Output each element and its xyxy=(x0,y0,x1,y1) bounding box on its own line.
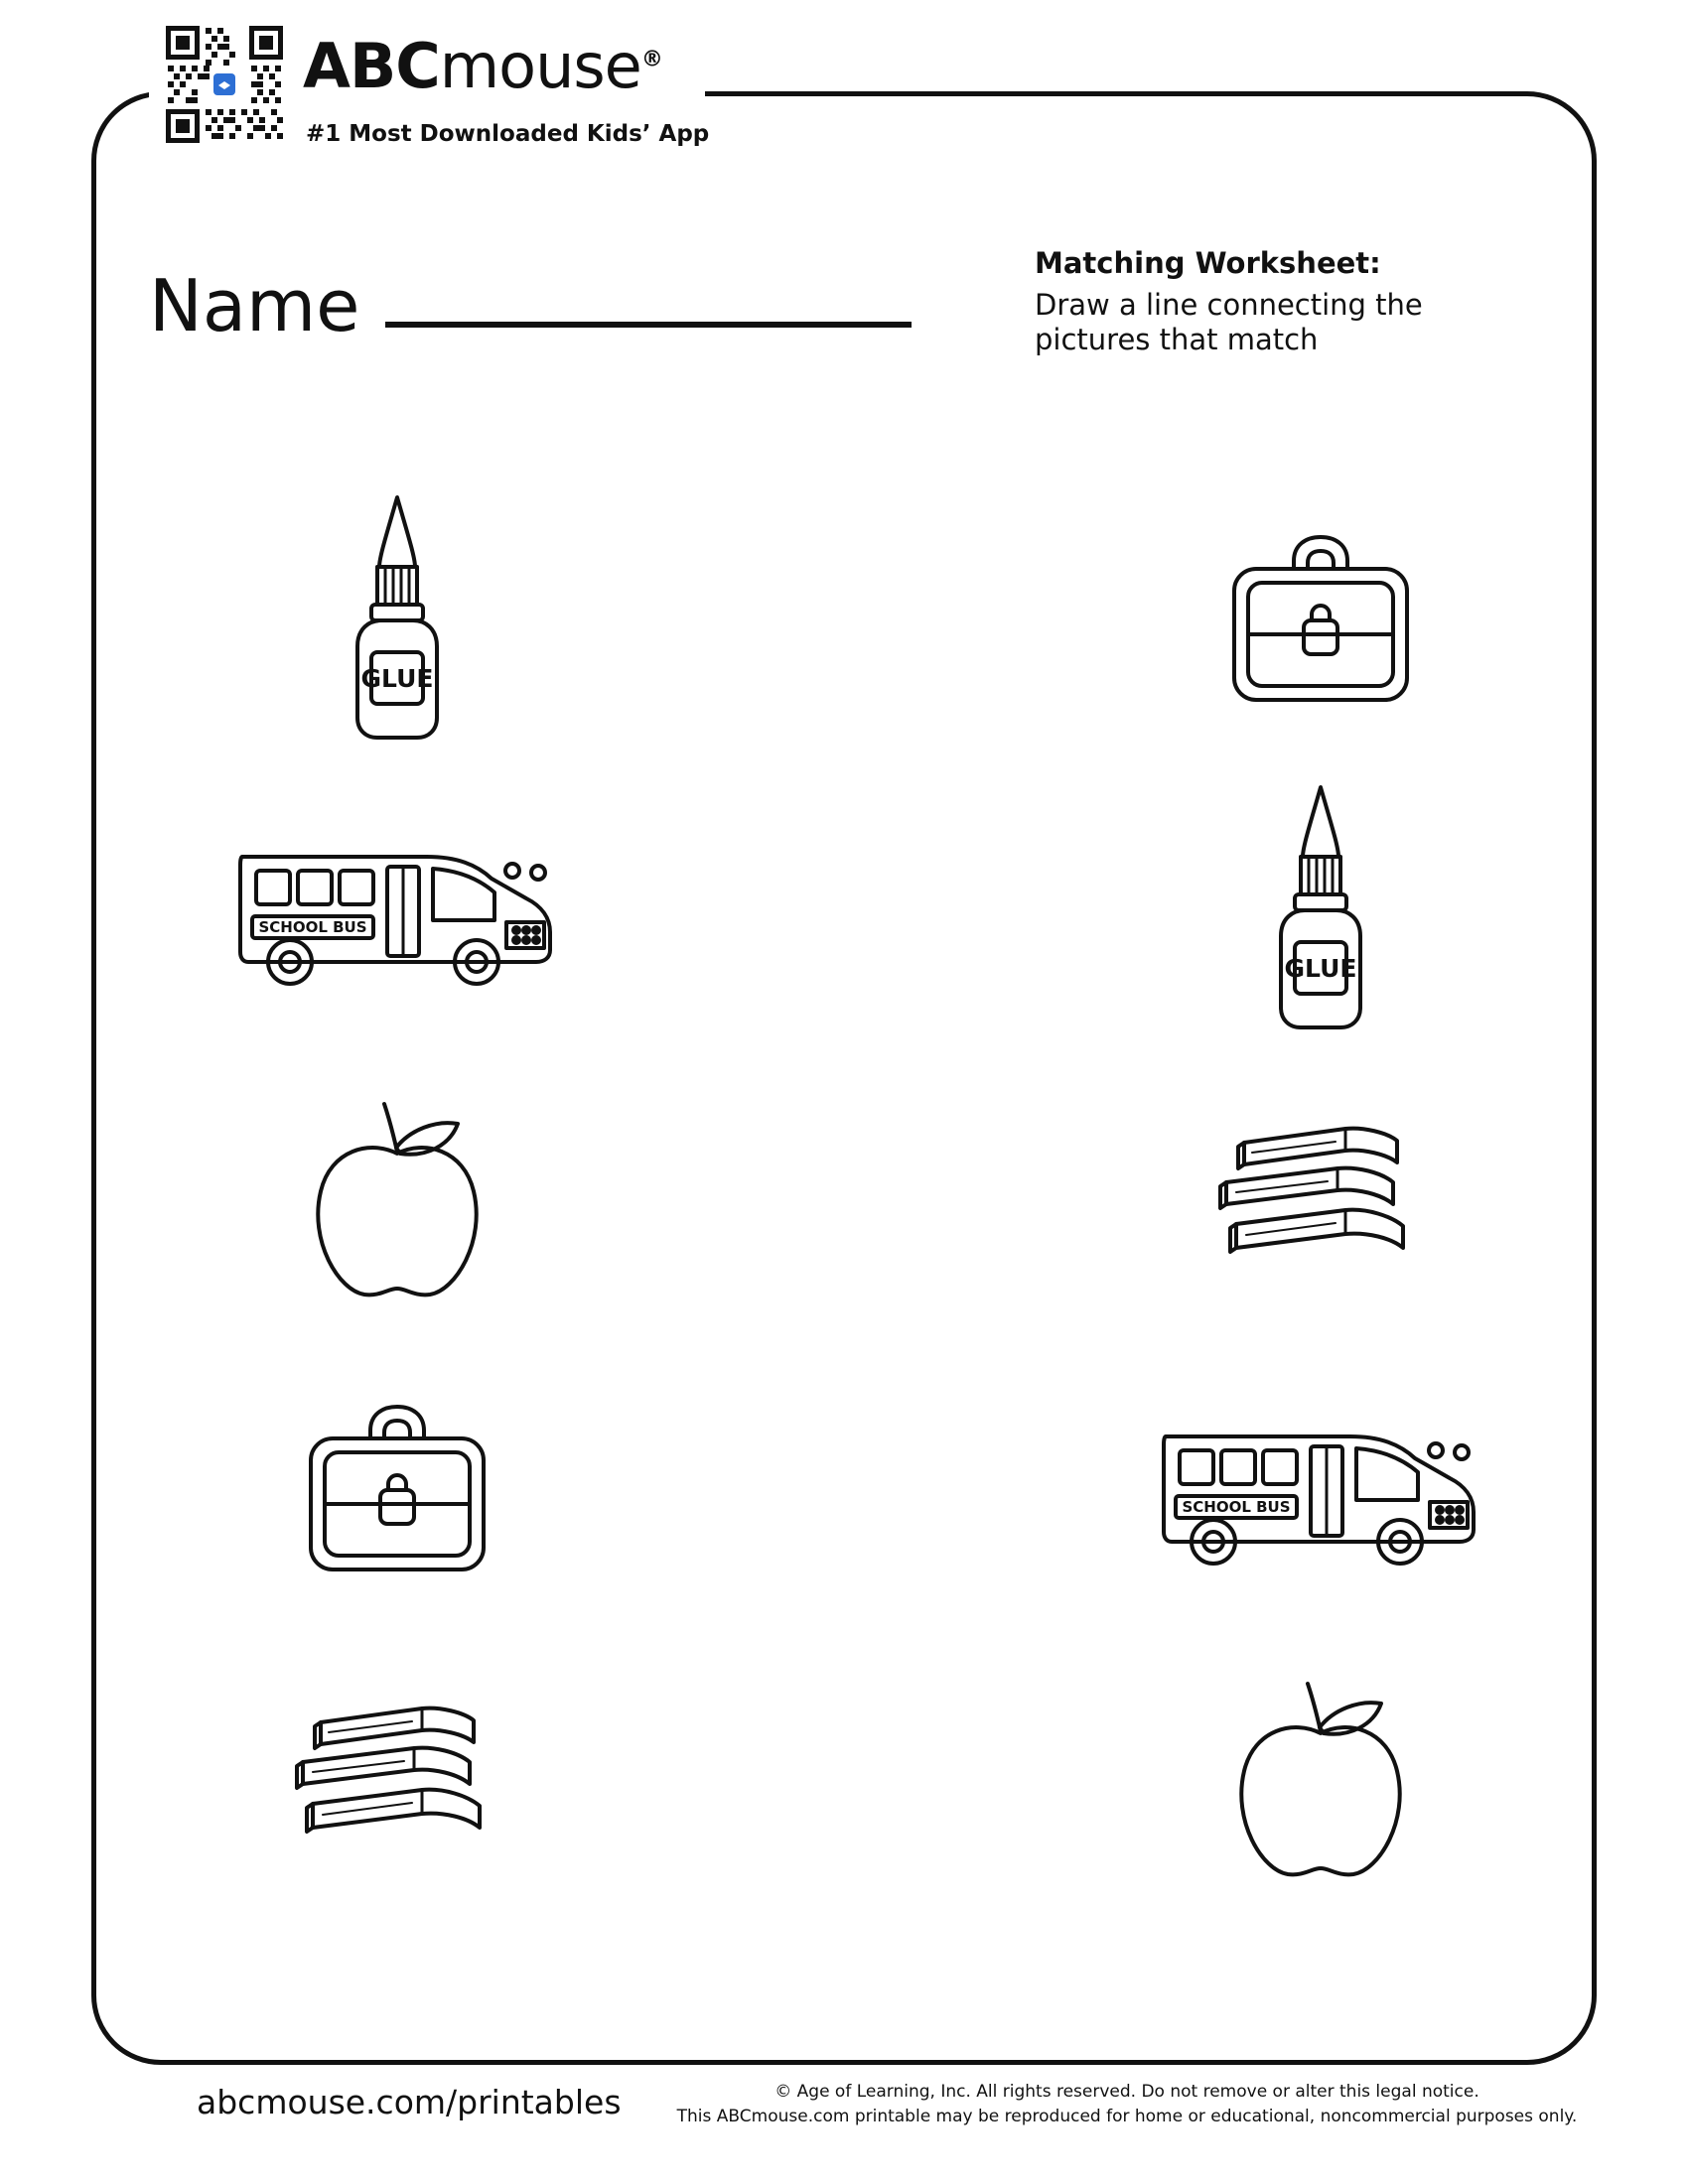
instructions-body: Draw a line connecting the pictures that match xyxy=(1035,288,1423,357)
school-bus-icon xyxy=(1152,1407,1489,1575)
footer-legal xyxy=(655,2080,1599,2128)
stack-of-books-icon xyxy=(273,1687,521,1875)
logo-mouse: mouse xyxy=(439,30,641,102)
right-picture-column xyxy=(1112,477,1529,1926)
list-item[interactable] xyxy=(1112,766,1529,1056)
brand-header xyxy=(164,14,760,153)
list-item[interactable] xyxy=(1112,1636,1529,1926)
brand-tagline: #1 Most Downloaded Kids’ App xyxy=(306,121,710,147)
list-item[interactable] xyxy=(1112,1346,1529,1636)
list-item[interactable] xyxy=(189,1636,606,1926)
footer-site-link[interactable]: abcmouse.com/printables xyxy=(197,2083,622,2121)
logo-wordmark xyxy=(303,30,662,102)
instructions xyxy=(1035,246,1501,358)
logo-abc: ABC xyxy=(303,30,440,102)
instructions-title: Matching Worksheet: xyxy=(1035,246,1381,280)
name-label: Name xyxy=(149,264,360,347)
name-write-line[interactable] xyxy=(385,322,912,328)
list-item[interactable] xyxy=(189,766,606,1056)
qr-code-icon xyxy=(164,24,285,145)
name-field[interactable] xyxy=(149,264,912,347)
apple-icon xyxy=(293,1092,501,1310)
bus-label: SCHOOL BUS xyxy=(258,918,367,936)
left-picture-column xyxy=(189,477,606,1926)
glue-bottle-icon xyxy=(1221,777,1420,1045)
bus-label: SCHOOL BUS xyxy=(1182,1498,1291,1516)
stack-of-books-icon xyxy=(1196,1107,1445,1296)
list-item[interactable] xyxy=(1112,1056,1529,1346)
list-item[interactable] xyxy=(189,1346,606,1636)
logo-registered-mark: ® xyxy=(640,47,662,72)
glue-label: GLUE xyxy=(360,664,434,693)
footer-legal-line-1: © Age of Learning, Inc. All rights reserved. Do not remove or alter this legal notice. xyxy=(774,2082,1479,2102)
footer-legal-line-2: This ABCmouse.com printable may be reproduced for home or educational, noncommercial purposes only. xyxy=(676,2106,1578,2126)
lunch-box-icon xyxy=(283,1387,511,1595)
list-item[interactable] xyxy=(189,1056,606,1346)
glue-label: GLUE xyxy=(1284,954,1357,983)
apple-icon xyxy=(1216,1672,1425,1890)
list-item[interactable] xyxy=(1112,477,1529,766)
glue-bottle-icon xyxy=(298,487,496,755)
list-item[interactable] xyxy=(189,477,606,766)
school-bus-icon xyxy=(228,827,566,996)
lunch-box-icon xyxy=(1206,517,1435,726)
